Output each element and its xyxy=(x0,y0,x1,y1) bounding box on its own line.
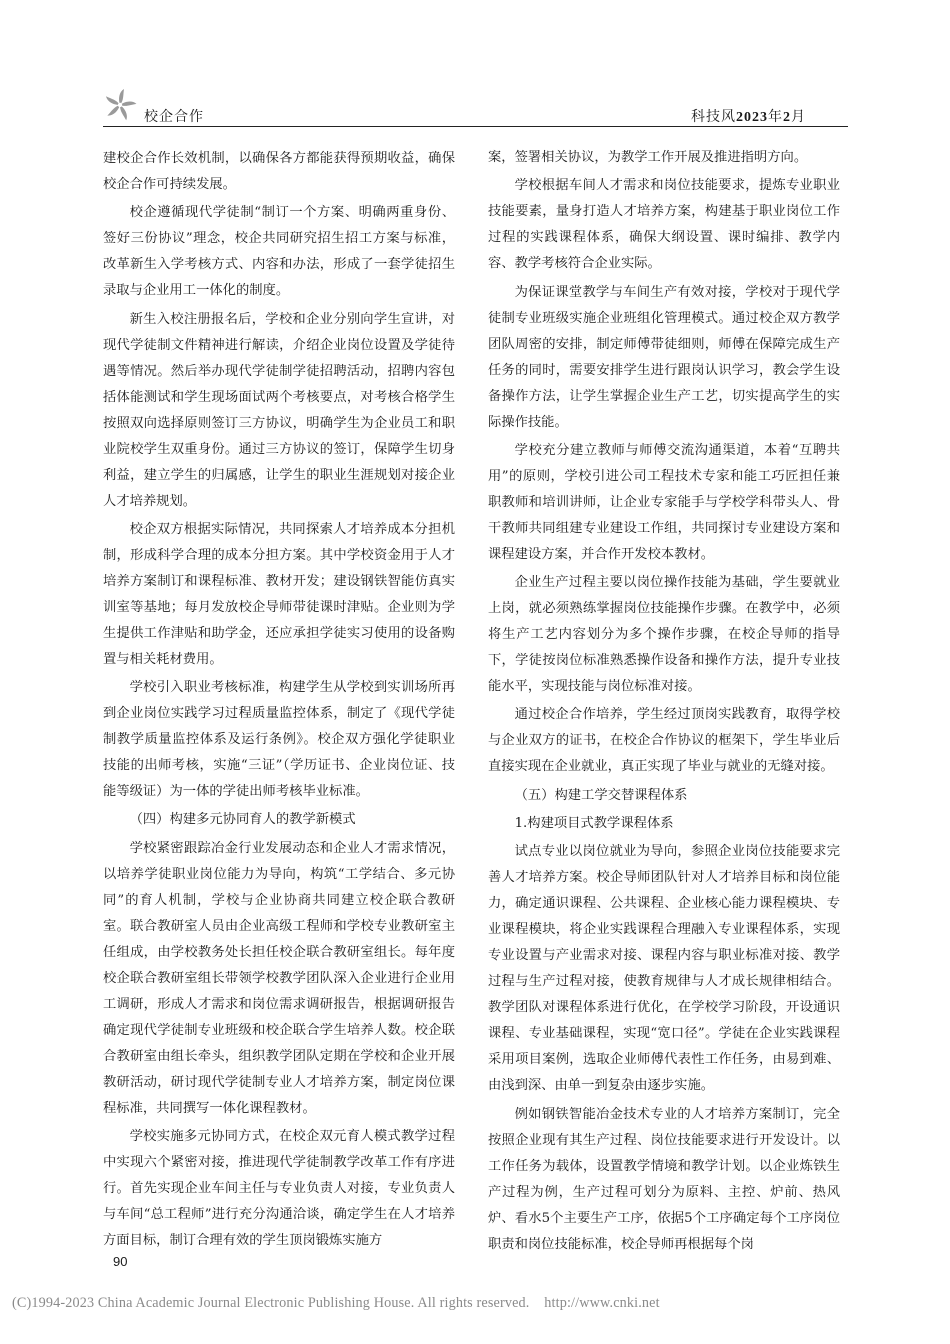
copyright-text: (C)1994-2023 China Academic Journal Electronic Publishing House. All rights reserved. http://www.cnki.net xyxy=(12,1295,660,1311)
paragraph: 学校引入职业考核标准，构建学生从学校到实训场所再到企业岗位实践学习过程质量监控体系，制定了《现代学徒制教学质量监控体系及运行条例》。校企双方强化学徒职业技能的出师考核，实施“三证”（学历证书、企业岗位证、技能等级证）为一体的学徒出师考核毕业标准。 xyxy=(103,680,455,800)
journal-name: 科技风 xyxy=(691,109,736,125)
paragraph: 试点专业以岗位就业为导向，参照企业岗位技能要求完善人才培养方案。校企导师团队针对人才培养目标和岗位能力，确定通识课程、公共课程、企业核心能力课程模块、专业课程模块，将企业实践课程合理融入专业课程体系，实现专业设置与产业需求对接、课程内容与职业标准对接、教学过程与生产过程对接，使教育规律与人才成长规律相结合。教学团队对课程体系进行优化，在学校学习阶段，开设通识课程、专业基础课程，实现“宽口径”。学徒在企业实践课程采用项目案例，选取企业师傅代表性工作任务，由易到难、由浅到深、由单一到复杂由逐步实施。 xyxy=(488,844,840,1094)
left-column xyxy=(103,146,455,1256)
running-header xyxy=(103,84,848,128)
subsection-heading: 1.构建项目式教学课程体系 xyxy=(514,816,674,832)
right-column xyxy=(488,145,840,1260)
paragraph: 学校紧密跟踪冶金行业发展动态和企业人才需求情况，以培养学徒职业岗位能力为导向，构筑“工学结合、多元协同”的育人机制，学校与企业协商共同建立校企联合教研室。联合教研室人员由企业高级工程师和学校专业教研室主任组成，由学校教务处长担任校企联合教研室组长。每年度校企联合教研室组长带领学校教学团队深入企业进行企业用工调研，形成人才需求和岗位需求调研报告，根据调研报告确定现代学徒制专业班级和校企联合学生培养人数。校企联合教研室由组长牵头，组织教学团队定期在学校和企业开展教研活动，研讨现代学徒制专业人才培养方案，制定岗位课程标准，共同撰写一体化课程教材。 xyxy=(103,840,455,1116)
page-number: 90 xyxy=(113,1254,128,1269)
issue-month: 2 xyxy=(783,110,791,125)
paragraph: 学校根据车间人才需求和岗位技能要求，提炼专业职业技能要素，量身打造人才培养方案，构建基于职业岗位工作过程的实践课程体系，确保大纲设置、课时编排、教学内容、教学考核符合企业实际。 xyxy=(488,178,840,272)
section-name: 校企合作 xyxy=(144,109,204,125)
paragraph: 例如钢铁智能冶金技术专业的人才培养方案制订，完全按照企业现有其生产过程、岗位技能要求进行开发设计。以工作任务为载体，设置教学情境和教学计划。以企业炼铁生产过程为例，生产过程可划分为原料、主控、炉前、热风炉、看水5个主要生产工序，依据5个工序确定每个工序岗位职责和岗位技能标准，校企导师再根据每个岗 xyxy=(488,1106,840,1252)
journal-issue xyxy=(691,106,806,126)
paragraph: 建校企合作长效机制，以确保各方都能获得预期收益，确保校企合作可持续发展。 xyxy=(103,151,455,192)
paragraph: 新生入校注册报名后，学校和企业分别向学生宣讲，对现代学徒制文件精神进行解读，介绍企业岗位设置及学徒待遇等情况。然后举办现代学徒制学徒招聘活动，招聘内容包括体能测试和学生现场面试两个考核要点，对考核合格学生按照双向选择原则签订三方协议，明确学生为企业员工和职业院校学生双重身份。通过三方协议的签订，保障学生切身利益，建立学生的归属感，让学生的职业生涯规划对接企业人才培养规划。 xyxy=(103,311,455,509)
month-suffix: 月 xyxy=(791,109,806,125)
paragraph: 校企遵循现代学徒制“制订一个方案、明确两重身份、签好三份协议”理念，校企共同研究招生招工方案与标准，改革新生入学考核方式、内容和办法，形成了一套学徒招生录取与企业用工一体化的制度。 xyxy=(103,205,455,299)
copyright-notice xyxy=(12,1295,660,1312)
year-suffix: 年 xyxy=(768,109,783,125)
paragraph: 学校实施多元协同方式，在校企双元育人模式教学过程中实现六个紧密对接，推进现代学徒制教学改革工作有序进行。首先实现企业车间主任与专业负责人对接，专业负责人与车间“总工程师”进行充分沟通洽谈，确定学生在人才培养方面目标，制订合理有效的学生顶岗锻炼实施方 xyxy=(103,1129,455,1249)
paragraph: 案，签署相关协议，为教学工作开展及推进指明方向。 xyxy=(488,150,808,165)
paragraph: 学校充分建立教师与师傅交流沟通渠道，本着“互聘共用”的原则，学校引进公司工程技术专家和能工巧匠担任兼职教师和培训讲师，让企业专家能手与学校学科带头人、骨干教师共同组建专业建设工作组，共同探讨专业建设方案和课程建设方案，并合作开发校本教材。 xyxy=(488,442,840,562)
section-heading: （五）构建工学交替课程体系 xyxy=(514,787,688,803)
paragraph: 为保证课堂教学与车间生产有效对接，学校对于现代学徒制专业班级实施企业班组化管理模式。通过校企双方教学团队周密的安排，制定师傅带徒细则，师傅在保障完成生产任务的同时，需要安排学生进行跟岗认识学习，教会学生设备操作方法，让学生掌握企业生产工艺，切实提高学生的实际操作技能。 xyxy=(488,284,840,430)
section-heading: （四）构建多元协同育人的教学新模式 xyxy=(129,812,356,828)
paragraph: 企业生产过程主要以岗位操作技能为基础，学生要就业上岗，就必须熟练掌握岗位技能操作步骤。在教学中，必须将生产工艺内容划分为多个操作步骤，在校企导师的指导下，学徒按岗位标准熟悉操作设备和操作方法，提升专业技能水平，实现技能与岗位标准对接。 xyxy=(488,575,840,695)
pinwheel-logo-icon xyxy=(103,88,137,122)
issue-year: 2023 xyxy=(736,110,768,125)
header-rule xyxy=(103,126,848,127)
paragraph: 校企双方根据实际情况，共同探索人才培养成本分担机制，形成科学合理的成本分担方案。其中学校资金用于人才培养方案制订和课程标准、教材开发；建设钢铁智能仿真实训室等基地；每月发放校企导师带徒课时津贴。企业则为学生提供工作津贴和助学金，还应承担学徒实习使用的设备购置与相关耗材费用。 xyxy=(103,521,455,667)
paragraph: 通过校企合作培养，学生经过顶岗实践教育，取得学校与企业双方的证书，在校企合作协议的框架下，学生毕业后直接实现在企业就业，真正实现了毕业与就业的无缝对接。 xyxy=(488,707,840,775)
